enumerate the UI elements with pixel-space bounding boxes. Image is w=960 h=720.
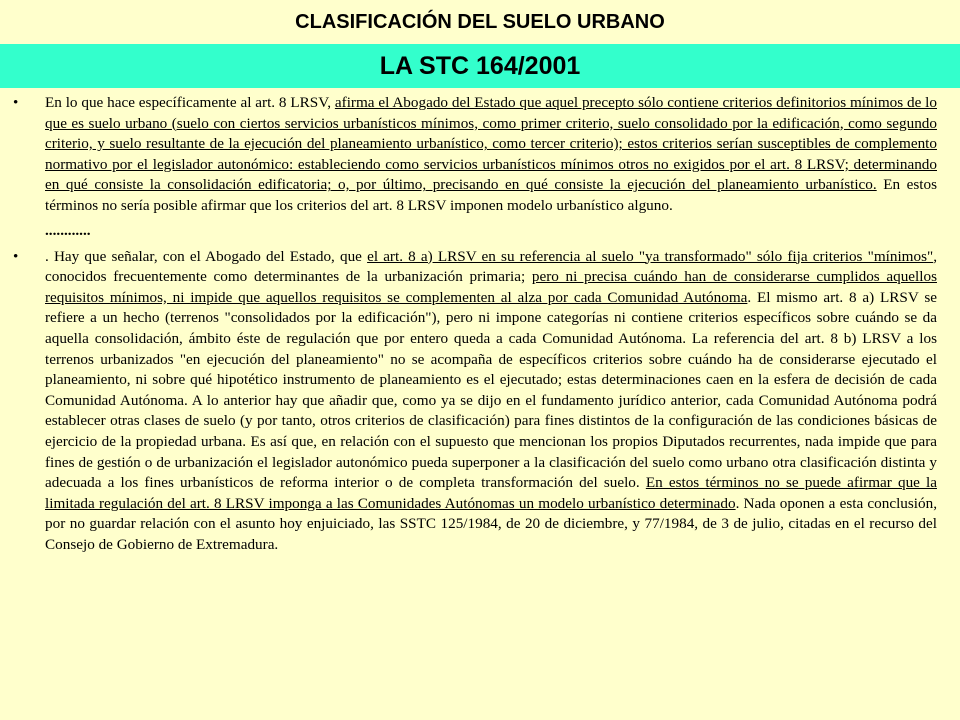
slide-title: [0, 0, 960, 44]
paragraph-2-part-2: , conocidos frecuentemente como determinantes de la urbanización primaria;: [45, 247, 937, 286]
paragraph-2-underline-3: En estos términos no se puede afirmar que la limitada regulación del art. 8 LRSV imponga a las Comunidades Autónomas un modelo urbanístico determinado: [45, 474, 937, 512]
slide-subtitle-banner: [0, 44, 960, 88]
paragraph-2-underline-2: pero ni precisa cuándo han de considerarse cumplidos aquellos requisitos mínimos, ni impide que aquellos requisitos se complementen al alza por cada Comunidad Autónoma: [45, 268, 937, 306]
paragraph-2-underline-1: el art. 8 a) LRSV en su referencia al suelo "ya transformado" sólo fija criterios "mínimos": [367, 247, 934, 265]
bullet-marker-1: •: [13, 94, 19, 111]
bullet-paragraph-2: [0, 247, 960, 556]
slide-subtitle-text: LA STC 164/2001: [379, 51, 581, 80]
slide-body: [0, 93, 960, 555]
paragraph-2-part-4: . Nada oponen a esta conclusión, por no guardar relación con el asunto hoy enjuiciado, las SSTC 125/1984, de 20 de diciembre, y 77/1984, de 3 de julio, citadas en el recurso del Consejo de Gobierno de Extremadura.: [45, 494, 938, 553]
paragraph-1-intro: En lo que hace específicamente al art. 8 LRSV,: [45, 94, 335, 111]
bullet-paragraph-1: [0, 93, 960, 217]
ellipsis-separator: ............: [45, 221, 91, 239]
slide-title-text: CLASIFICACIÓN DEL SUELO URBANO: [295, 10, 665, 33]
paragraph-1-outro: En estos términos no sería posible afirmar que los criterios del art. 8 LRSV imponen modelo urbanístico alguno.: [45, 176, 938, 214]
paragraph-2-part-3: . El mismo art. 8 a) LRSV se refiere a un hecho (terrenos "consolidados por la edificación"), pero ni impone categorías ni contiene criterios específicos sobre cuándo se da aquella consolidación, ámbito éste de regulación que por entero queda a cada Comunidad Autónoma. La referencia del art. 8 b) LRSV a los terrenos urbanizados "en ejecución del planeamiento" no se acompaña de específicos criterios sobre cuándo ha de considerarse ejecutado el planeamiento, ni sobre qué hipotético instrumento de planeamiento es el ejecutado; estas determinaciones caen en la esfera de decisión de cada Comunidad Autónoma. A lo anterior hay que añadir que, como ya se dijo en el fundamento jurídico anterior, cada Comunidad Autónoma podrá establecer otras clases de suelo (y por tanto, otros criterios de clasificación) para fines distintos de la configuración de las condiciones básicas de ejercicio de la propiedad urbana. Es así que, en relación con el supuesto que mencionan los propios Diputados recurrentes, nada impide que para fines de gestión o de urbanización el legislador autonómico pueda superponer a la clasificación del suelo como urbano otra clasificación distinta y adecuada a los fines urbanísticos de reforma interior o de completa transformación del suelo.: [45, 288, 937, 492]
paragraph-2-part-1: . Hay que señalar, con el Abogado del Estado, que: [45, 247, 368, 265]
paragraph-1-underlined: afirma el Abogado del Estado que aquel precepto sólo contiene criterios definitorios mínimos de lo que es suelo urbano (suelo con ciertos servicios urbanísticos mínimos, como primer criterio, suelo consolidado por la edificación, como segundo criterio, y suelo resultante de la ejecución del planeamiento urbanístico, como tercer criterio); estos criterios serían susceptibles de complemento normativo por el legislador autonómico: estableciendo como servicios urbanísticos mínimos otros no exigidos por el art. 8 LRSV; determinando en qué consiste la consolidación edificatoria; o, por último, precisando en qué consiste la ejecución del planeamiento urbanístico.: [45, 94, 937, 194]
bullet-marker-2: •: [13, 247, 19, 265]
